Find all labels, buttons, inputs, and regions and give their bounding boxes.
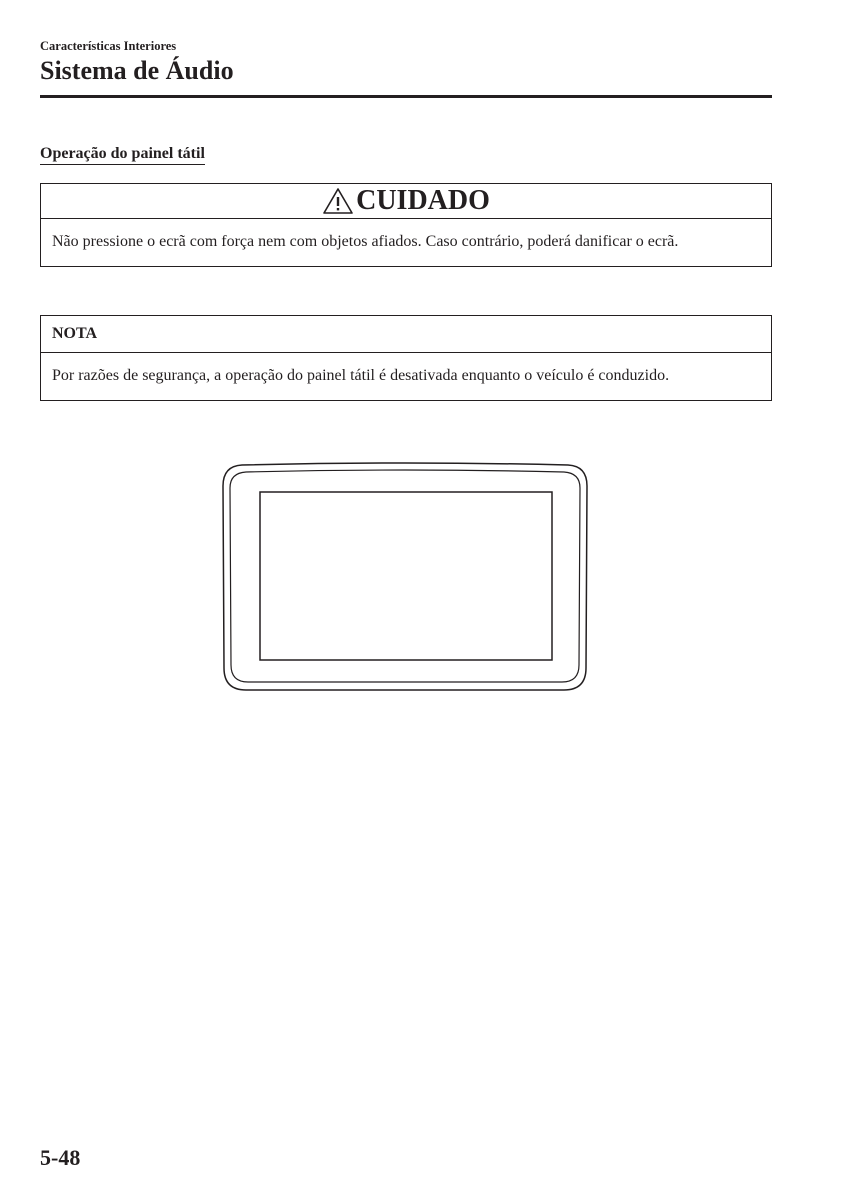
display-outer-bezel bbox=[223, 463, 587, 690]
page-number: 5-48 bbox=[40, 1145, 81, 1170]
section-label: Características Interiores bbox=[40, 39, 177, 53]
caution-text: Não pressione o ecrã com força nem com objetos afiados. Caso contrário, poderá danificar o ecrã. bbox=[52, 233, 679, 250]
note-text: Por razões de segurança, a operação do painel tátil é desativada enquanto o veículo é conduzido. bbox=[52, 367, 670, 384]
caution-header bbox=[41, 184, 771, 219]
display-inner-bezel bbox=[230, 470, 580, 682]
display-screen bbox=[260, 492, 552, 660]
note-title: NOTA bbox=[52, 325, 98, 342]
touch-screen-display-icon bbox=[220, 462, 590, 694]
caution-title: CUIDADO bbox=[356, 185, 490, 216]
caution-box bbox=[40, 183, 772, 267]
subheading: Operação do painel tátil bbox=[40, 144, 205, 165]
note-box bbox=[40, 315, 772, 401]
title-rule bbox=[40, 95, 772, 98]
warning-triangle-icon bbox=[322, 187, 354, 215]
note-header bbox=[41, 316, 771, 353]
page-title: Sistema de Áudio bbox=[40, 56, 234, 85]
